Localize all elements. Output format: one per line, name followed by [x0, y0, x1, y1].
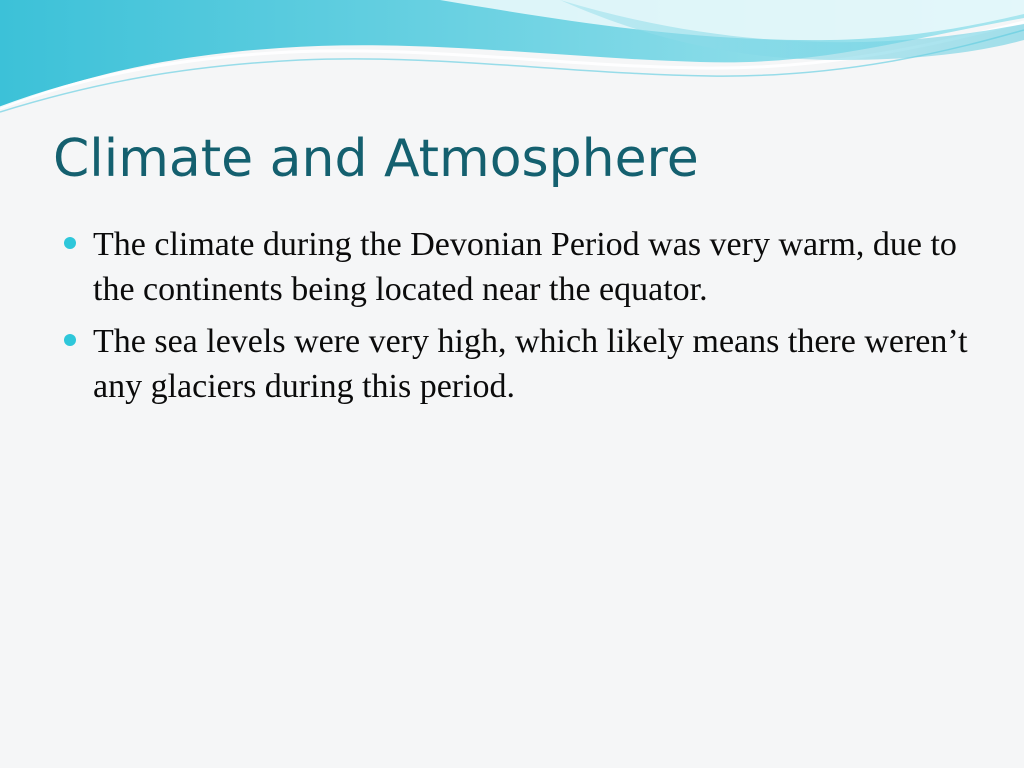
bullet-item — [64, 222, 974, 312]
bullet-text: The climate during the Devonian Period was very warm, due to the continents being located near the equator. — [93, 226, 957, 308]
bullet-list — [64, 222, 974, 416]
header-wave-decoration — [0, 0, 1024, 120]
slide-title: Climate and Atmosphere — [53, 129, 699, 189]
bullet-dot-icon — [64, 237, 76, 249]
bullet-dot-icon — [64, 334, 76, 346]
bullet-item — [64, 319, 974, 409]
bullet-text: The sea levels were very high, which likely means there weren’t any glaciers during this period. — [93, 323, 968, 405]
